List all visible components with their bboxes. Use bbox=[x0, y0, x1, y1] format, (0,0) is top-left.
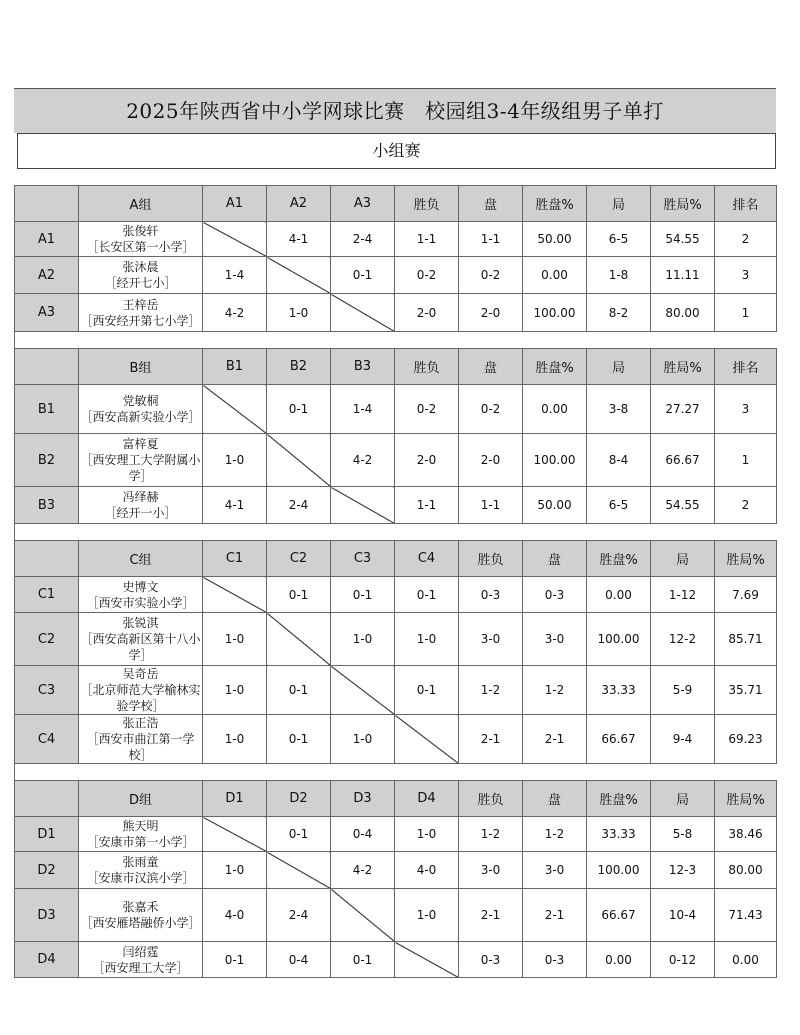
match-score: 0-1 bbox=[331, 577, 395, 613]
player-seed: A1 bbox=[15, 222, 79, 257]
column-header: 胜盘% bbox=[587, 541, 651, 577]
match-score: 0-1 bbox=[203, 942, 267, 978]
groups-container bbox=[14, 185, 776, 978]
stat-cell: 100.00 bbox=[587, 613, 651, 666]
match-score: 2-4 bbox=[267, 487, 331, 524]
stat-cell: 2-0 bbox=[395, 294, 459, 332]
column-header: D2 bbox=[267, 781, 331, 817]
table-row bbox=[15, 434, 777, 487]
column-header: 胜局% bbox=[651, 349, 715, 385]
stat-cell: 0.00 bbox=[523, 257, 587, 294]
stat-cell: 9-4 bbox=[651, 715, 715, 764]
match-score: 0-1 bbox=[267, 715, 331, 764]
header-corner bbox=[15, 781, 79, 817]
stat-cell: 2 bbox=[715, 222, 777, 257]
stat-cell: 8-2 bbox=[587, 294, 651, 332]
stat-cell: 66.67 bbox=[587, 715, 651, 764]
stat-cell: 66.67 bbox=[651, 434, 715, 487]
column-header: 排名 bbox=[715, 186, 777, 222]
table-row bbox=[15, 257, 777, 294]
table-row bbox=[15, 889, 777, 942]
self-match-cell bbox=[331, 666, 395, 715]
match-score: 4-1 bbox=[203, 487, 267, 524]
player-cell bbox=[79, 487, 203, 524]
match-score: 1-0 bbox=[331, 613, 395, 666]
column-header: 胜局% bbox=[715, 541, 777, 577]
self-match-cell bbox=[203, 385, 267, 434]
column-header: A1 bbox=[203, 186, 267, 222]
player-seed: C2 bbox=[15, 613, 79, 666]
match-score: 0-1 bbox=[395, 666, 459, 715]
stat-cell: 11.11 bbox=[651, 257, 715, 294]
stat-cell: 0-3 bbox=[523, 942, 587, 978]
self-match-cell bbox=[267, 257, 331, 294]
group-table bbox=[14, 540, 777, 764]
match-score: 0-1 bbox=[267, 577, 331, 613]
player-school: ［西安雁塔融侨小学］ bbox=[80, 916, 201, 930]
header-corner bbox=[15, 349, 79, 385]
player-cell bbox=[79, 666, 203, 715]
player-seed: B2 bbox=[15, 434, 79, 487]
stat-cell: 5-8 bbox=[651, 817, 715, 852]
column-header: 排名 bbox=[715, 349, 777, 385]
stat-cell: 8-4 bbox=[587, 434, 651, 487]
stat-cell: 35.71 bbox=[715, 666, 777, 715]
player-cell bbox=[79, 577, 203, 613]
stat-cell: 3-8 bbox=[587, 385, 651, 434]
player-name: 冯绎赫 bbox=[122, 490, 159, 504]
group-spacer bbox=[14, 332, 776, 348]
stat-cell: 2-0 bbox=[395, 434, 459, 487]
stat-cell: 2 bbox=[715, 487, 777, 524]
stat-cell: 6-5 bbox=[587, 487, 651, 524]
player-name: 史博文 bbox=[122, 579, 159, 594]
self-match-cell bbox=[267, 852, 331, 889]
player-school: ［长安区第一小学］ bbox=[86, 240, 195, 254]
self-match-cell bbox=[331, 487, 395, 524]
stat-cell: 0-3 bbox=[459, 577, 523, 613]
player-name: 张嘉禾 bbox=[122, 900, 159, 914]
stat-cell: 1-2 bbox=[523, 666, 587, 715]
column-header: D3 bbox=[331, 781, 395, 817]
column-header: 盘 bbox=[523, 781, 587, 817]
stat-cell: 1-2 bbox=[459, 817, 523, 852]
group-header-row bbox=[15, 349, 777, 385]
stat-cell: 0-2 bbox=[459, 257, 523, 294]
stat-cell: 3 bbox=[715, 257, 777, 294]
column-header: 胜局% bbox=[715, 781, 777, 817]
group-table bbox=[14, 185, 777, 332]
match-score: 1-0 bbox=[395, 817, 459, 852]
match-score: 0-4 bbox=[331, 817, 395, 852]
stat-cell: 1-2 bbox=[523, 817, 587, 852]
column-header: 胜负 bbox=[459, 781, 523, 817]
match-score: 0-1 bbox=[267, 666, 331, 715]
stat-cell: 1 bbox=[715, 434, 777, 487]
stat-cell: 0.00 bbox=[587, 942, 651, 978]
player-cell bbox=[79, 889, 203, 942]
group-name: B组 bbox=[79, 349, 203, 385]
stat-cell: 2-1 bbox=[523, 889, 587, 942]
column-header: 局 bbox=[587, 349, 651, 385]
match-score: 4-0 bbox=[203, 889, 267, 942]
stat-cell: 0-2 bbox=[459, 385, 523, 434]
stat-cell: 33.33 bbox=[587, 817, 651, 852]
stat-cell: 0-3 bbox=[523, 577, 587, 613]
player-cell bbox=[79, 942, 203, 978]
column-header: 局 bbox=[651, 781, 715, 817]
match-score: 0-1 bbox=[267, 385, 331, 434]
stat-cell: 38.46 bbox=[715, 817, 777, 852]
stat-cell: 1-2 bbox=[459, 666, 523, 715]
stat-cell: 6-5 bbox=[587, 222, 651, 257]
player-seed: C3 bbox=[15, 666, 79, 715]
player-school: ［经开七小］ bbox=[104, 276, 177, 290]
column-header: B2 bbox=[267, 349, 331, 385]
match-score: 4-2 bbox=[331, 852, 395, 889]
stat-cell: 0-3 bbox=[459, 942, 523, 978]
column-header: 胜盘% bbox=[587, 781, 651, 817]
results-sheet bbox=[14, 88, 776, 978]
match-score: 1-0 bbox=[203, 852, 267, 889]
group-name: D组 bbox=[79, 781, 203, 817]
stat-cell: 0-2 bbox=[395, 257, 459, 294]
player-cell bbox=[79, 434, 203, 487]
match-score: 1-0 bbox=[203, 434, 267, 487]
stat-cell: 1-12 bbox=[651, 577, 715, 613]
table-row bbox=[15, 577, 777, 613]
player-cell bbox=[79, 715, 203, 764]
stat-cell: 7.69 bbox=[715, 577, 777, 613]
match-score: 0-1 bbox=[395, 577, 459, 613]
header-corner bbox=[15, 541, 79, 577]
stat-cell: 80.00 bbox=[715, 852, 777, 889]
match-score: 1-0 bbox=[395, 613, 459, 666]
player-seed: B1 bbox=[15, 385, 79, 434]
column-header: C3 bbox=[331, 541, 395, 577]
self-match-cell bbox=[331, 294, 395, 332]
match-score: 1-0 bbox=[203, 613, 267, 666]
match-score: 0-1 bbox=[331, 257, 395, 294]
player-seed: C4 bbox=[15, 715, 79, 764]
player-seed: D3 bbox=[15, 889, 79, 942]
stat-cell: 0.00 bbox=[523, 385, 587, 434]
player-cell bbox=[79, 613, 203, 666]
column-header: 胜负 bbox=[459, 541, 523, 577]
self-match-cell bbox=[203, 222, 267, 257]
player-school: ［西安市曲江第一学校］ bbox=[86, 732, 195, 762]
match-score: 0-1 bbox=[267, 817, 331, 852]
stat-cell: 0.00 bbox=[587, 577, 651, 613]
match-score: 1-4 bbox=[203, 257, 267, 294]
column-header: C4 bbox=[395, 541, 459, 577]
self-match-cell bbox=[203, 577, 267, 613]
match-score: 4-1 bbox=[267, 222, 331, 257]
column-header: 盘 bbox=[459, 349, 523, 385]
match-score: 4-0 bbox=[395, 852, 459, 889]
stat-cell: 69.23 bbox=[715, 715, 777, 764]
group-header-row bbox=[15, 186, 777, 222]
player-name: 闫绍霆 bbox=[122, 944, 159, 959]
column-header: 盘 bbox=[459, 186, 523, 222]
column-header: C1 bbox=[203, 541, 267, 577]
player-name: 张雨童 bbox=[122, 855, 159, 869]
page-title: 2025年陕西省中小学网球比赛 校园组3-4年级组男子单打 bbox=[14, 88, 776, 133]
column-header: 局 bbox=[651, 541, 715, 577]
player-school: ［西安理工大学］ bbox=[92, 960, 189, 975]
self-match-cell bbox=[203, 817, 267, 852]
stat-cell: 85.71 bbox=[715, 613, 777, 666]
player-school: ［西安市实验小学］ bbox=[86, 595, 195, 610]
match-score: 0-1 bbox=[331, 942, 395, 978]
player-name: 张沐晨 bbox=[122, 260, 159, 274]
match-score: 1-0 bbox=[203, 666, 267, 715]
table-row bbox=[15, 294, 777, 332]
column-header: 胜负 bbox=[395, 186, 459, 222]
player-name: 熊天明 bbox=[122, 819, 159, 833]
stat-cell: 3-0 bbox=[459, 852, 523, 889]
page-subtitle: 小组赛 bbox=[17, 133, 776, 169]
stat-cell: 10-4 bbox=[651, 889, 715, 942]
stat-cell: 2-0 bbox=[459, 434, 523, 487]
stat-cell: 12-3 bbox=[651, 852, 715, 889]
player-name: 张俊轩 bbox=[122, 224, 159, 238]
player-name: 王梓岳 bbox=[122, 297, 159, 312]
player-cell bbox=[79, 294, 203, 332]
self-match-cell bbox=[331, 889, 395, 942]
header-corner bbox=[15, 186, 79, 222]
player-school: ［安康市第一小学］ bbox=[86, 835, 195, 849]
player-cell bbox=[79, 385, 203, 434]
player-school: ［西安理工大学附属小学］ bbox=[80, 453, 201, 483]
stat-cell: 2-1 bbox=[523, 715, 587, 764]
table-row bbox=[15, 613, 777, 666]
table-row bbox=[15, 222, 777, 257]
player-seed: D2 bbox=[15, 852, 79, 889]
column-header: C2 bbox=[267, 541, 331, 577]
player-school: ［西安高新区第十八小学］ bbox=[80, 632, 201, 662]
player-cell bbox=[79, 257, 203, 294]
player-school: ［北京师范大学榆林实验学校］ bbox=[80, 683, 201, 713]
match-score: 0-4 bbox=[267, 942, 331, 978]
column-header: B3 bbox=[331, 349, 395, 385]
match-score: 4-2 bbox=[331, 434, 395, 487]
column-header: 胜负 bbox=[395, 349, 459, 385]
match-score: 1-4 bbox=[331, 385, 395, 434]
stat-cell: 0-2 bbox=[395, 385, 459, 434]
player-school: ［安康市汉滨小学］ bbox=[86, 871, 195, 885]
stat-cell: 100.00 bbox=[587, 852, 651, 889]
group-spacer bbox=[14, 764, 776, 780]
player-school: ［经开一小］ bbox=[104, 506, 177, 520]
player-name: 张锐淇 bbox=[122, 616, 159, 630]
group-spacer bbox=[14, 524, 776, 540]
table-row bbox=[15, 666, 777, 715]
table-row bbox=[15, 715, 777, 764]
stat-cell: 2-1 bbox=[459, 715, 523, 764]
stat-cell: 3-0 bbox=[523, 613, 587, 666]
stat-cell: 100.00 bbox=[523, 294, 587, 332]
match-score: 1-0 bbox=[203, 715, 267, 764]
column-header: D4 bbox=[395, 781, 459, 817]
player-name: 富梓夏 bbox=[122, 437, 159, 451]
stat-cell: 0-12 bbox=[651, 942, 715, 978]
match-score: 1-0 bbox=[331, 715, 395, 764]
stat-cell: 1-1 bbox=[395, 487, 459, 524]
stat-cell: 100.00 bbox=[523, 434, 587, 487]
column-header: A2 bbox=[267, 186, 331, 222]
stat-cell: 71.43 bbox=[715, 889, 777, 942]
player-school: ［西安经开第七小学］ bbox=[80, 313, 201, 328]
table-row bbox=[15, 817, 777, 852]
column-header: A3 bbox=[331, 186, 395, 222]
match-score: 2-4 bbox=[331, 222, 395, 257]
player-seed: A3 bbox=[15, 294, 79, 332]
match-score: 4-2 bbox=[203, 294, 267, 332]
match-score: 1-0 bbox=[395, 889, 459, 942]
stat-cell: 50.00 bbox=[523, 222, 587, 257]
stat-cell: 50.00 bbox=[523, 487, 587, 524]
table-row bbox=[15, 942, 777, 978]
stat-cell: 54.55 bbox=[651, 222, 715, 257]
column-header: B1 bbox=[203, 349, 267, 385]
self-match-cell bbox=[395, 715, 459, 764]
column-header: D1 bbox=[203, 781, 267, 817]
self-match-cell bbox=[267, 434, 331, 487]
stat-cell: 1-1 bbox=[459, 487, 523, 524]
group-name: C组 bbox=[79, 541, 203, 577]
stat-cell: 1-1 bbox=[395, 222, 459, 257]
player-name: 吴奇岳 bbox=[122, 667, 159, 681]
player-seed: C1 bbox=[15, 577, 79, 613]
player-cell bbox=[79, 852, 203, 889]
stat-cell: 5-9 bbox=[651, 666, 715, 715]
player-name: 张正浩 bbox=[122, 716, 159, 730]
stat-cell: 27.27 bbox=[651, 385, 715, 434]
player-seed: B3 bbox=[15, 487, 79, 524]
group-table bbox=[14, 348, 777, 524]
table-row bbox=[15, 487, 777, 524]
stat-cell: 66.67 bbox=[587, 889, 651, 942]
stat-cell: 1-1 bbox=[459, 222, 523, 257]
column-header: 胜盘% bbox=[523, 186, 587, 222]
group-table bbox=[14, 780, 777, 978]
player-seed: D1 bbox=[15, 817, 79, 852]
player-seed: A2 bbox=[15, 257, 79, 294]
match-score: 2-4 bbox=[267, 889, 331, 942]
group-header-row bbox=[15, 781, 777, 817]
stat-cell: 80.00 bbox=[651, 294, 715, 332]
stat-cell: 12-2 bbox=[651, 613, 715, 666]
column-header: 胜局% bbox=[651, 186, 715, 222]
self-match-cell bbox=[267, 613, 331, 666]
stat-cell: 3-0 bbox=[459, 613, 523, 666]
spacer bbox=[14, 169, 776, 185]
stat-cell: 2-1 bbox=[459, 889, 523, 942]
player-name: 党敏桐 bbox=[122, 394, 159, 408]
column-header: 盘 bbox=[523, 541, 587, 577]
stat-cell: 2-0 bbox=[459, 294, 523, 332]
column-header: 胜盘% bbox=[523, 349, 587, 385]
player-cell bbox=[79, 222, 203, 257]
stat-cell: 0.00 bbox=[715, 942, 777, 978]
player-seed: D4 bbox=[15, 942, 79, 978]
self-match-cell bbox=[395, 942, 459, 978]
stat-cell: 3 bbox=[715, 385, 777, 434]
stat-cell: 1-8 bbox=[587, 257, 651, 294]
table-row bbox=[15, 852, 777, 889]
player-cell bbox=[79, 817, 203, 852]
stat-cell: 33.33 bbox=[587, 666, 651, 715]
match-score: 1-0 bbox=[267, 294, 331, 332]
group-name: A组 bbox=[79, 186, 203, 222]
stat-cell: 3-0 bbox=[523, 852, 587, 889]
stat-cell: 54.55 bbox=[651, 487, 715, 524]
column-header: 局 bbox=[587, 186, 651, 222]
player-school: ［西安高新实验小学］ bbox=[80, 410, 201, 424]
table-row bbox=[15, 385, 777, 434]
group-header-row bbox=[15, 541, 777, 577]
stat-cell: 1 bbox=[715, 294, 777, 332]
